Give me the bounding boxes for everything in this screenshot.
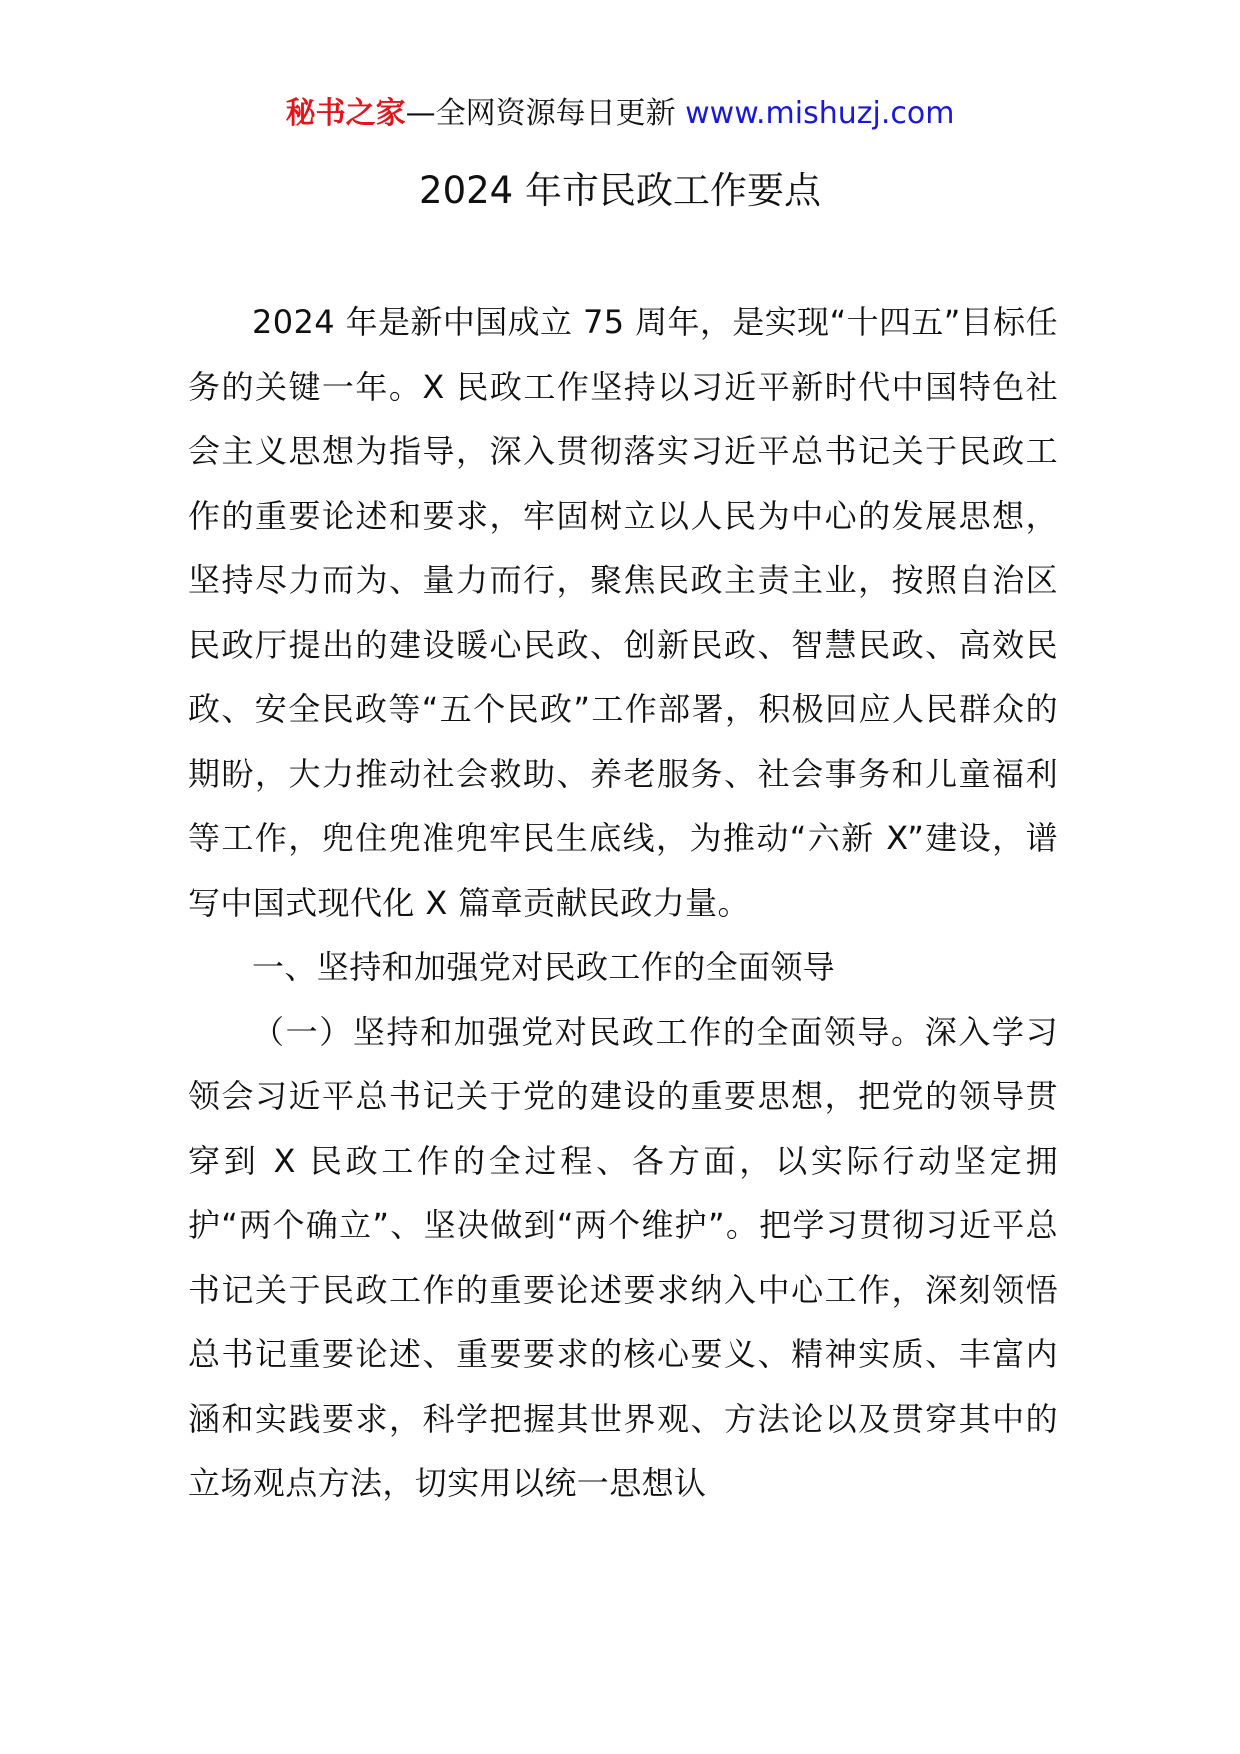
document-body [188,290,1058,1516]
intro-paragraph: 2024 年是新中国成立 75 周年，是实现“十四五”目标任务的关键一年。X 民政工作坚持以习近平新时代中国特色社会主义思想为指导，深入贯彻落实习近平总书记关于民政工作的重要论述和要求，牢固树立以人民为中心的发展思想，坚持尽力而为、量力而行，聚焦民政主责主业，按照自治区民政厅提出的建设暖心民政、创新民政、智慧民政、高效民政、安全民政等“五个民政”工作部署，积极回应人民群众的期盼，大力推动社会救助、养老服务、社会事务和儿童福利等工作，兜住兜准兜牢民生底线，为推动“六新 X”建设，谱写中国式现代化 X 篇章贡献民政力量。 [188,303,1058,922]
site-brand: 秘书之家 [285,96,406,131]
site-header [0,94,1240,134]
site-tagline: —全网资源每日更新 [405,96,676,131]
section-heading: 一、坚持和加强党对民政工作的全面领导 [252,948,836,986]
subsection-paragraph: （一）坚持和加强党对民政工作的全面领导。深入学习领会习近平总书记关于党的建设的重要思想，把党的领导贯穿到 X 民政工作的全过程、各方面，以实际行动坚定拥护“两个确立”、坚决做到“两个维护”。把学习贯彻习近平总书记关于民政工作的重要论述要求纳入中心工作，深刻领悟总书记重要论述、重要要求的核心要义、精神实质、丰富内涵和实践要求，科学把握其世界观、方法论以及贯穿其中的立场观点方法，切实用以统一思想认 [188,1012,1058,1502]
site-url-link[interactable]: www.mishuzj.com [685,96,955,131]
document-title: 2024 年市民政工作要点 [419,169,821,212]
